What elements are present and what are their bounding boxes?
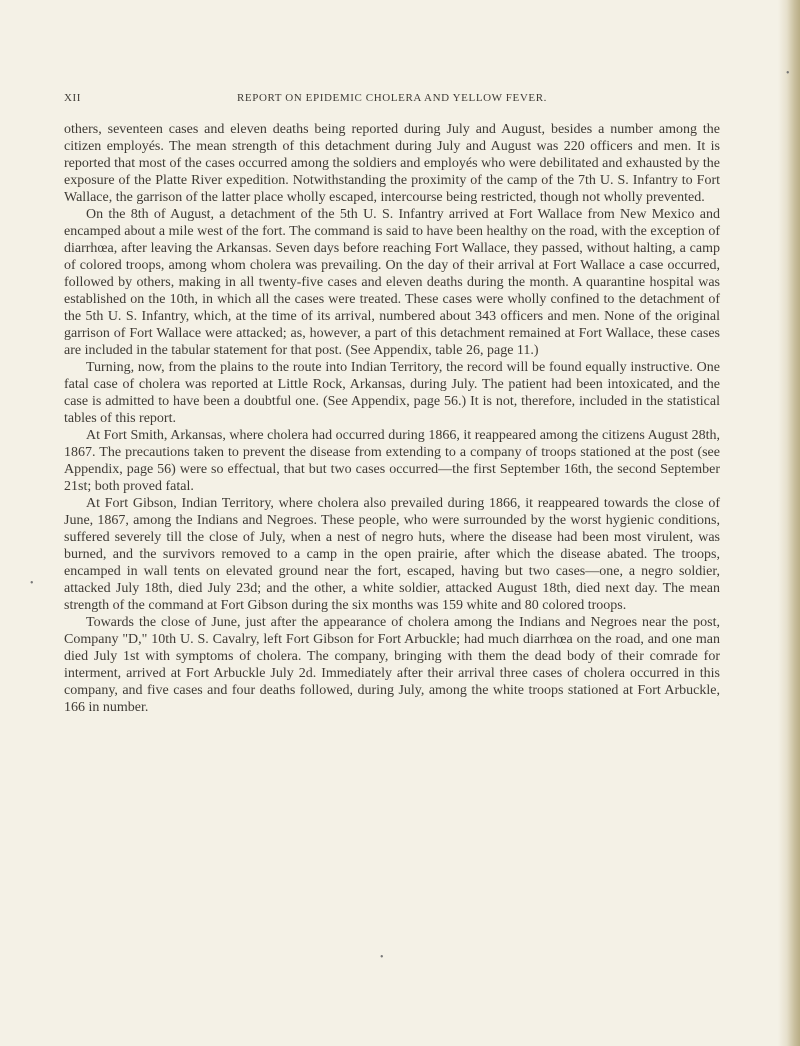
- scan-speck-icon: •: [380, 952, 384, 963]
- paragraph: others, seventeen cases and eleven deaths being reported during July and August, besides a number among the citizen employés. The mean strength of this detachment during July and August was 220 officers and men. It is reported that most of the cases occurred among the soldiers and employés who were debilitated and exhausted by the exposure of the Platte River expedition. Notwithstanding the proximity of the camp of the 7th U. S. Infantry to Fort Wallace, the garrison of the latter place wholly escaped, intercourse being restricted, though not wholly prevented.: [64, 122, 720, 205]
- body-text: [64, 121, 720, 716]
- paragraph: At Fort Gibson, Indian Territory, where cholera also prevailed during 1866, it reappeared towards the close of June, 1867, among the Indians and Negroes. These people, who were surrounded by the worst hygienic conditions, suffered severely till the close of July, when a nest of negro huts, where the disease had been most virulent, was burned, and the survivors removed to a camp in the open prairie, after which the disease abated. The troops, encamped in wall tents on elevated ground near the fort, escaped, having but two cases—one, a negro soldier, attacked July 18th, died July 23d; and the other, a white soldier, attacked August 18th, died next day. The mean strength of the command at Fort Gibson during the six months was 159 white and 80 colored troops.: [64, 496, 720, 613]
- paragraph: Turning, now, from the plains to the route into Indian Territory, the record will be found equally instructive. One fatal case of cholera was reported at Little Rock, Arkansas, during July. The patient had been intoxicated, and the case is admitted to have been a doubtful one. (See Appendix, page 56.) It is not, therefore, included in the statistical tables of this report.: [64, 360, 720, 426]
- running-title: REPORT ON EPIDEMIC CHOLERA AND YELLOW FEVER.: [236, 92, 547, 104]
- scan-speck-icon: •: [30, 578, 34, 589]
- paragraph: On the 8th of August, a detachment of the 5th U. S. Infantry arrived at Fort Wallace from New Mexico and encamped about a mile west of the fort. The command is said to have been healthy on the road, with the exception of diarrhœa, after leaving the Arkansas. Seven days before reaching Fort Wallace, they passed, without halting, a camp of colored troops, among whom cholera was prevailing. On the day of their arrival at Fort Wallace a case occurred, followed by others, making in all twenty-five cases and eleven deaths during the month. A quarantine hospital was established on the 10th, in which all the cases were treated. These cases were wholly confined to the detachment of the 5th U. S. Infantry, which, at the time of its arrival, numbered about 343 officers and men. None of the original garrison of Fort Wallace were attacked; as, however, a part of this detachment remained at Fort Wallace, these cases are included in the tabular statement for that post. (See Appendix, table 26, page 11.): [64, 207, 720, 358]
- page-number: XII: [64, 92, 82, 104]
- page-edge-shadow: [778, 0, 800, 1046]
- scan-speck-icon: •: [786, 68, 790, 79]
- running-header: [64, 88, 720, 108]
- paragraph: Towards the close of June, just after the appearance of cholera among the Indians and Negroes near the post, Company "D," 10th U. S. Cavalry, left Fort Gibson for Fort Arbuckle; had much diarrhœa on the road, and one man died July 1st with symptoms of cholera. The company, bringing with them the dead body of their comrade for interment, arrived at Fort Arbuckle July 2d. Immediately after their arrival three cases of cholera occurred in this company, and five cases and four deaths followed, during July, among the white troops stationed at Fort Arbuckle, 166 in number.: [64, 615, 720, 715]
- paragraph: At Fort Smith, Arkansas, where cholera had occurred during 1866, it reappeared among the citizens August 28th, 1867. The precautions taken to prevent the disease from extending to a company of troops stationed at the post (see Appendix, page 56) were so effectual, that but two cases occurred—the first September 16th, the second September 21st; both proved fatal.: [64, 428, 720, 494]
